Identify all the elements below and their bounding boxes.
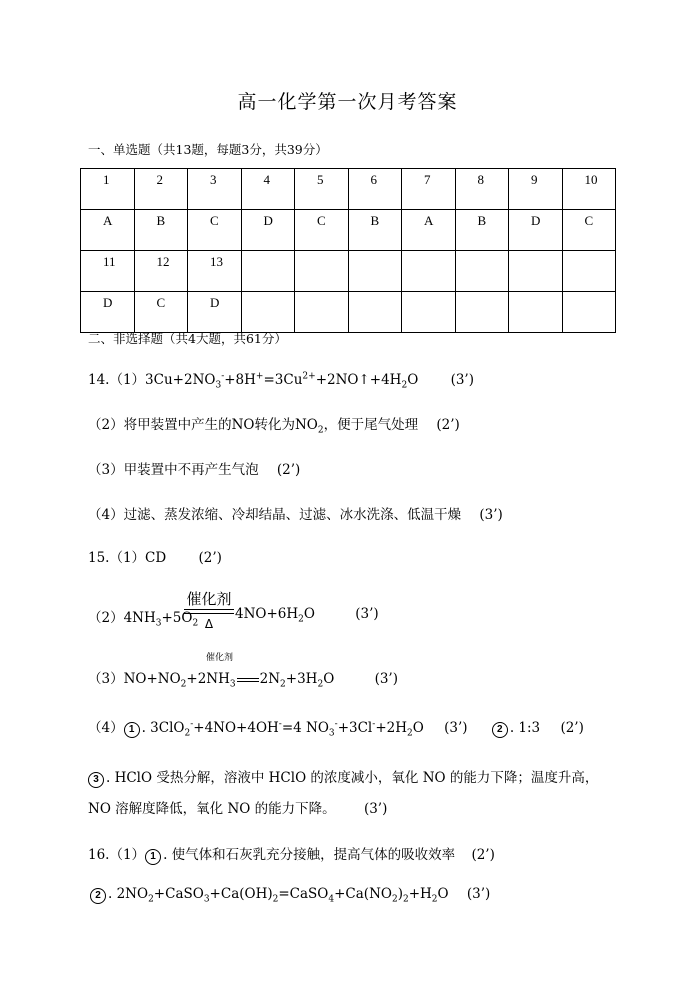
superscript: -: [334, 719, 338, 730]
q15-text: NO 溶解度降低，氧化 NO 的能力下降。: [88, 801, 336, 817]
table-cell: [241, 292, 295, 333]
score: (3’): [355, 606, 379, 622]
q14-eq-text: +8H: [224, 372, 256, 388]
table-cell: 11: [81, 251, 135, 292]
score: (3’): [466, 886, 491, 902]
q15-text: （4）: [88, 720, 124, 736]
table-cell: 13: [188, 251, 242, 292]
score: (2’): [276, 462, 301, 478]
q15-part5-line1: [88, 766, 598, 788]
table-cell: 1: [81, 169, 135, 210]
table-cell: C: [562, 210, 616, 251]
q15-eq: +4NO+4OH: [193, 720, 279, 736]
table-cell: [509, 292, 563, 333]
q16-eq: +H: [408, 886, 432, 902]
subscript: 2: [272, 894, 279, 905]
q15-part2-products: [235, 606, 379, 625]
table-row: [81, 292, 616, 333]
q16-eq: +Ca(OH): [209, 886, 273, 902]
q15-part5-line2: [88, 797, 387, 817]
table-cell: D: [81, 292, 135, 333]
subscript: 2: [431, 894, 438, 905]
superscript: -: [278, 719, 282, 730]
circled-number: 1: [145, 849, 161, 865]
q16-text: . 使气体和石灰乳充分接触，提高气体的吸收效率: [163, 847, 456, 863]
table-cell: [348, 292, 402, 333]
reaction-equals-sign: [184, 609, 234, 614]
table-cell: [455, 292, 509, 333]
table-cell: B: [455, 210, 509, 251]
table-cell: D: [509, 210, 563, 251]
table-cell: D: [188, 292, 242, 333]
superscript: -: [190, 719, 194, 730]
q15-part4: [88, 716, 584, 738]
subscript: 3: [229, 679, 236, 690]
subscript: 2: [401, 380, 408, 391]
subscript: 2: [402, 894, 409, 905]
section-heading-single-choice: 一、单选题（共13题，每题3分，共39分）: [88, 142, 328, 157]
subscript: 2: [298, 614, 304, 625]
catalyst-small-label: 催化剂: [206, 653, 234, 663]
table-cell: [402, 251, 456, 292]
q15-eq: O: [412, 720, 424, 736]
subscript: 2: [280, 679, 286, 690]
circled-number: 2: [90, 888, 106, 904]
score: (3’): [444, 720, 468, 736]
heat-symbol: Δ: [204, 617, 214, 631]
q15-eq: （3）NO+NO: [88, 671, 181, 687]
q15-text: . HClO 受热分解，溶液中 HClO 的浓度减小，氧化 NO 的能力下降；温度升高，: [106, 770, 599, 786]
table-cell: [295, 251, 349, 292]
q16-eq: . 2NO: [108, 886, 149, 902]
q15-eq: （2）4NH: [88, 610, 156, 626]
table-cell: [455, 251, 509, 292]
q16-eq: =CaSO: [278, 886, 329, 902]
q14-text: （4）过滤、蒸发浓缩、冷却结晶、过滤、冰水洗涤、低温干燥: [88, 507, 462, 523]
table-cell: [241, 251, 295, 292]
page-title: 高一化学第一次月考答案: [237, 91, 458, 113]
subscript: 3: [328, 728, 335, 739]
score: (3’): [450, 372, 474, 388]
q15-eq: +2NH: [186, 671, 230, 687]
table-cell: [562, 292, 616, 333]
table-cell: B: [134, 210, 188, 251]
table-cell: 9: [509, 169, 563, 210]
score: (2’): [198, 550, 222, 566]
table-cell: D: [241, 210, 295, 251]
table-cell: 2: [134, 169, 188, 210]
score: (2’): [471, 847, 495, 863]
q15-text: 15.（1）CD: [88, 550, 167, 566]
subscript: 2: [192, 618, 199, 629]
score: (2’): [560, 720, 584, 736]
q15-eq: +5O: [161, 610, 193, 626]
table-cell: B: [348, 210, 402, 251]
score: (2’): [436, 417, 460, 433]
subscript: 2: [391, 894, 398, 905]
catalyst-label: 催化剂: [186, 590, 232, 608]
subscript: 2: [317, 425, 324, 436]
subscript: 2: [407, 728, 413, 739]
q15-eq: +3Cl: [337, 720, 373, 736]
table-cell: 12: [134, 251, 188, 292]
q15-part1: [88, 546, 222, 566]
q14-text: （2）将甲装置中产生的NO转化为NO: [88, 417, 318, 433]
q16-eq: +Ca(NO: [334, 886, 392, 902]
q16-text: 16.（1）: [88, 847, 146, 863]
q15-part2: [88, 606, 199, 629]
subscript: 3: [155, 618, 162, 629]
q15-eq: +2H: [375, 720, 407, 736]
circled-number: 2: [492, 722, 508, 738]
q16-eq: ): [397, 886, 403, 902]
score: (3’): [374, 671, 398, 687]
subscript: 2: [184, 728, 191, 739]
superscript: 2+: [302, 371, 316, 382]
table-cell: A: [81, 210, 135, 251]
q14-text: （3）甲装置中不再产生气泡: [88, 462, 259, 478]
q16-eq: O: [437, 886, 449, 902]
table-cell: 6: [348, 169, 402, 210]
q15-eq: O: [303, 606, 315, 622]
q15-part3: [88, 667, 398, 690]
q15-eq: . 3ClO: [141, 720, 185, 736]
table-cell: 8: [455, 169, 509, 210]
table-cell: C: [188, 210, 242, 251]
table-cell: A: [402, 210, 456, 251]
q16-part1: [88, 843, 495, 865]
answer-table: [80, 168, 616, 333]
score: (3’): [479, 507, 503, 523]
subscript: 2: [317, 679, 324, 690]
superscript: +: [255, 371, 264, 382]
superscript: -: [221, 371, 225, 382]
table-cell: 10: [562, 169, 616, 210]
subscript: 3: [215, 380, 222, 391]
subscript: 4: [328, 894, 335, 905]
q14-part1: [88, 368, 474, 391]
q14-eq-text: +2NO↑+4H: [315, 372, 402, 388]
q15-eq: 4NO+6H: [235, 606, 299, 622]
subscript: 2: [148, 894, 154, 905]
table-cell: [562, 251, 616, 292]
table-cell: [509, 251, 563, 292]
q14-eq-text: 14.（1）3Cu+2NO: [88, 372, 216, 388]
table-cell: 4: [241, 169, 295, 210]
q14-part4: [88, 503, 503, 523]
q15-eq: =4 NO: [281, 720, 329, 736]
table-row: [81, 169, 616, 210]
q14-eq-text: O: [407, 372, 419, 388]
q16-part2: [90, 886, 490, 904]
table-cell: 5: [295, 169, 349, 210]
section-heading-non-choice: 二、非选择题（共4大题，共61分）: [88, 331, 287, 346]
table-row: [81, 210, 616, 251]
q15-eq: O: [323, 671, 335, 687]
q15-eq: 2N: [259, 671, 281, 687]
table-cell: 7: [402, 169, 456, 210]
circled-number: 1: [124, 722, 140, 738]
q14-part3: [88, 458, 300, 478]
table-cell: [402, 292, 456, 333]
table-cell: 3: [188, 169, 242, 210]
q14-eq-text: =3Cu: [263, 372, 303, 388]
circled-number: 3: [88, 772, 104, 788]
subscript: 3: [203, 894, 210, 905]
table-cell: C: [295, 210, 349, 251]
superscript: -: [372, 719, 376, 730]
q16-eq: +CaSO: [153, 886, 204, 902]
table-cell: C: [134, 292, 188, 333]
table-cell: [295, 292, 349, 333]
table-cell: [348, 251, 402, 292]
q14-text: ，便于尾气处理: [323, 417, 419, 433]
subscript: 2: [180, 679, 187, 690]
score: (3’): [363, 801, 388, 817]
q14-part2: [88, 413, 460, 436]
q15-text: . 1:3: [509, 720, 541, 736]
q15-eq: +3H: [285, 671, 318, 687]
reaction-equals-sign: [237, 678, 259, 682]
table-row: [81, 251, 616, 292]
